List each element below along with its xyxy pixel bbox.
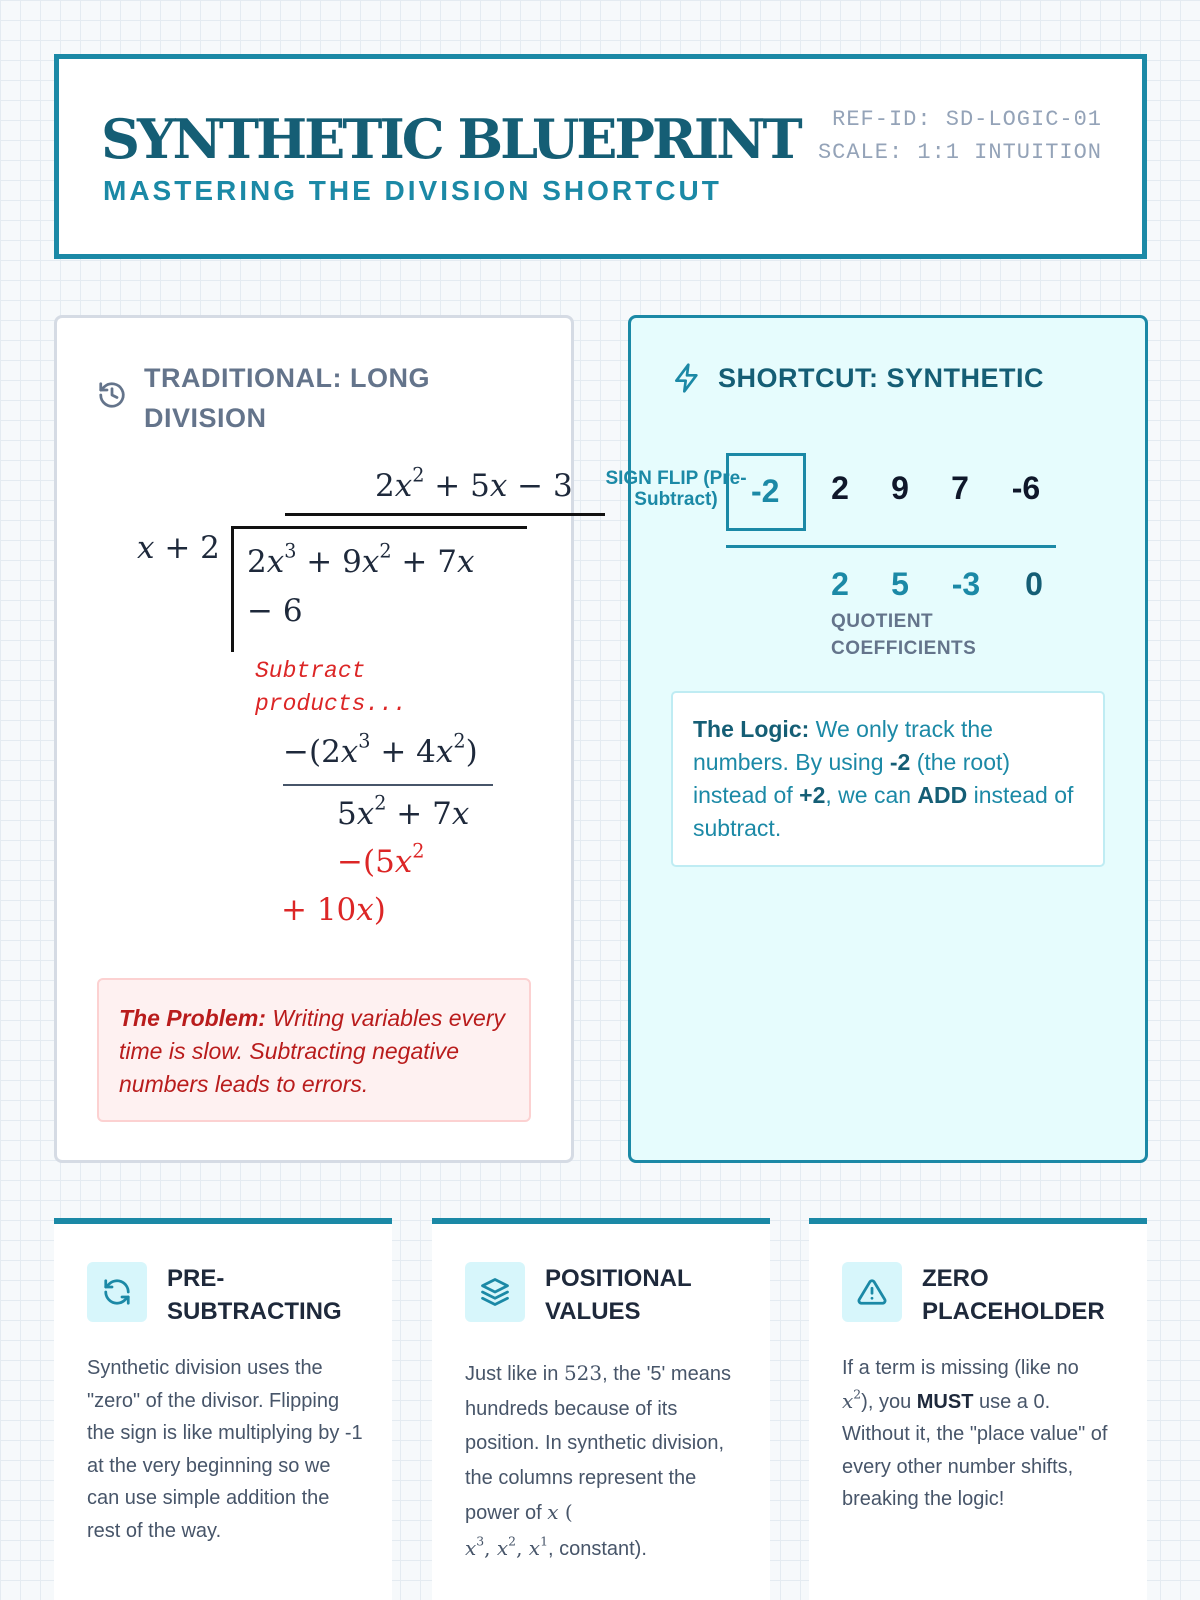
coefficient: 9 — [891, 470, 909, 506]
subtract-note: Subtract products... — [255, 658, 407, 717]
first-subtraction: $-(2x^3 + 4x^2)$ — [283, 729, 478, 770]
card-text: If a term is missing (like no — [842, 1357, 1079, 1379]
card-icon-box — [842, 1262, 902, 1322]
reference-info — [818, 103, 1102, 169]
card-title: PRE-SUBTRACTING — [167, 1265, 342, 1325]
logic-text: instead of subtract. — [693, 782, 1074, 841]
quotient-line — [285, 513, 605, 516]
traditional-panel — [54, 315, 574, 1163]
quotient-label: QUOTIENT COEFFICIENTS — [831, 611, 977, 659]
header-banner — [54, 54, 1147, 259]
card-zero-placeholder — [809, 1218, 1147, 1600]
logic-text: (the root) instead of — [693, 749, 1011, 808]
card-title: POSITIONAL VALUES — [545, 1265, 692, 1325]
logic-add: ADD — [917, 782, 968, 808]
logic-divisor: +2 — [799, 782, 826, 808]
result-coefficient: 2 — [831, 566, 849, 602]
problem-text: Writing variables every time is slow. Subtracting negative numbers leads to errors. — [119, 1005, 505, 1097]
card-text: ), you — [861, 1390, 917, 1413]
card-text: Just like in — [465, 1363, 564, 1385]
card-icon-box — [87, 1262, 147, 1322]
coefficient: 7 — [951, 470, 969, 506]
second-subtraction-cont: + 10x) — [281, 892, 386, 928]
root-value: -2 — [751, 473, 780, 509]
ref-id: REF-ID: SD-LOGIC-01 — [832, 107, 1102, 132]
card-text: , constant). — [547, 1537, 647, 1560]
logic-text: We only track the numbers. By using — [693, 716, 993, 775]
remainder-value: 0 — [1025, 566, 1043, 602]
card-body: Just like in 523, the '5' means hundreds because of its position. In synthetic division, the columns represent the power of x ( $x^3$, $x^2$, $x^1$, constant). — [465, 1361, 731, 1560]
second-subtraction: $-(5x^2$ — [337, 839, 425, 880]
card-number: 523 — [563, 1361, 603, 1385]
synthetic-result-line — [726, 545, 1056, 548]
page-title: SYNTHETIC BLUEPRINT — [101, 107, 800, 171]
logic-root: -2 — [889, 749, 911, 775]
dividend-constant: − 6 — [247, 593, 303, 629]
synthetic-heading: SHORTCUT: SYNTHETIC — [718, 363, 1044, 393]
card-body: If a term is missing (like no $x^2$), you MUST use a 0. Without it, the "place value" of every other number shifts, breaking the logic! — [842, 1357, 1108, 1510]
sign-flip-label: SIGN FLIP (Pre-Subtract) — [605, 468, 747, 510]
logic-label: The Logic: — [693, 716, 810, 742]
first-remainder: $5x^2 + 7x$ — [337, 791, 470, 832]
refresh-icon — [102, 1277, 132, 1307]
logic-callout — [671, 691, 1105, 867]
coefficient: 2 — [831, 470, 849, 506]
page-subtitle: MASTERING THE DIVISION SHORTCUT — [103, 175, 722, 206]
lightning-icon — [671, 360, 703, 396]
result-coefficient: 5 — [891, 566, 909, 602]
card-text: , the '5' means hundreds because of its position. In synthetic division, the columns represent the power of — [465, 1363, 731, 1524]
coefficient: -6 — [1011, 470, 1041, 506]
card-body: Synthetic division uses the "zero" of the divisor. Flipping the sign is like multiplying by -1 at the very beginning so we can use simple addition the rest of the way. — [87, 1357, 363, 1542]
card-pre-subtracting — [54, 1218, 392, 1600]
history-icon — [97, 380, 127, 410]
subtraction-line — [283, 784, 493, 786]
dividend-expression: $2x^3 + 9x^2 + 7x$ — [247, 539, 475, 580]
card-emphasis: MUST — [916, 1390, 974, 1413]
divisor-expression: x + 2 — [137, 530, 220, 566]
synthetic-panel — [605, 315, 1148, 1163]
layers-icon — [480, 1277, 510, 1307]
card-icon-box — [465, 1262, 525, 1322]
traditional-heading: TRADITIONAL: LONG DIVISION — [144, 363, 430, 433]
quotient-expression: $2x^2 + 5x - 3$ — [375, 463, 573, 504]
problem-callout — [97, 978, 531, 1122]
warning-icon — [857, 1277, 887, 1307]
division-bracket-top — [231, 526, 527, 529]
card-positional-values — [432, 1218, 770, 1600]
result-coefficient: -3 — [951, 566, 981, 602]
division-bracket-side — [231, 528, 234, 652]
card-title: ZERO PLACEHOLDER — [922, 1265, 1105, 1325]
logic-text: , we can — [825, 782, 918, 808]
scale-label: SCALE: 1:1 INTUITION — [817, 140, 1102, 165]
card-text: use a 0. Without it, the "place value" of every other number shifts, breaking the logic! — [842, 1390, 1108, 1510]
problem-label: The Problem: — [119, 1005, 266, 1031]
